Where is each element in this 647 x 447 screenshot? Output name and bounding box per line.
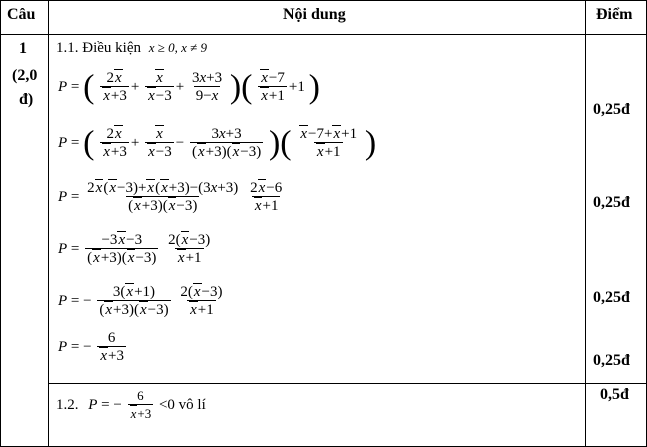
part1-condition: x ≥ 0, x ≠ 9 (148, 40, 208, 55)
score-4: 0,25đ (593, 352, 630, 369)
step-6: P = − $\frac{6}{x+3}$ (58, 330, 124, 364)
part2-label: 1.2. (56, 396, 79, 413)
score-3: 0,25đ (593, 289, 630, 306)
step-3: P = $\frac{2x(x-3)+x(x+3)-(3x+3)}{(x+3)(x-3)}$ $\frac{2x-6}{x+1}$ (58, 180, 283, 214)
question-points-2: đ) (19, 91, 34, 108)
part-sep (48, 383, 647, 384)
step-5: P = − $\frac{3(x+1)}{(x+3)(x-3)}$ $\frac{2(x-3)}{x+1}$ (58, 284, 223, 318)
step-2: P = ( $\frac{2x}{x+3}$ + $\frac{x}{x-3}$ − $\frac{3x+3}{(x+3)(x-3)}$ )( $\frac{x-7+x+1}{x+1}$ ) (58, 124, 377, 162)
header-sep (0, 34, 647, 35)
col-sep-1 (48, 0, 49, 447)
col-sep-2 (585, 0, 586, 447)
question-points-1: (2,0 (12, 67, 38, 84)
part2-line: 1.2. P = − $\frac{6}{x+3}$ <0 vô lí (56, 388, 206, 421)
table-border-top (0, 0, 647, 1)
question-number: 1 (19, 40, 27, 57)
header-diem: Điểm (596, 6, 633, 23)
part1-label: 1.1. Điều kiện (56, 40, 141, 56)
step-1: P = ( $\frac{2x}{x+3}$ + $\frac{x}{x-3}$ + $\frac{3x+3}{9-x}$ )( $\frac{x-7}{x+1}$ +1 ) (58, 68, 320, 106)
score-1: 0,25đ (593, 101, 630, 118)
part2-tail: <0 vô lí (158, 396, 206, 413)
step-4: P = $\frac{-3x-3}{(x+3)(x-3)}$ $\frac{2(x-3)}{x+1}$ (58, 232, 211, 266)
header-cau: Câu (7, 6, 36, 23)
part1-heading (56, 40, 207, 57)
score-5: 0,5đ (600, 386, 629, 403)
score-2: 0,25đ (593, 194, 630, 211)
header-noidung: Nội dung (283, 6, 346, 23)
table-border-left (0, 0, 1, 447)
